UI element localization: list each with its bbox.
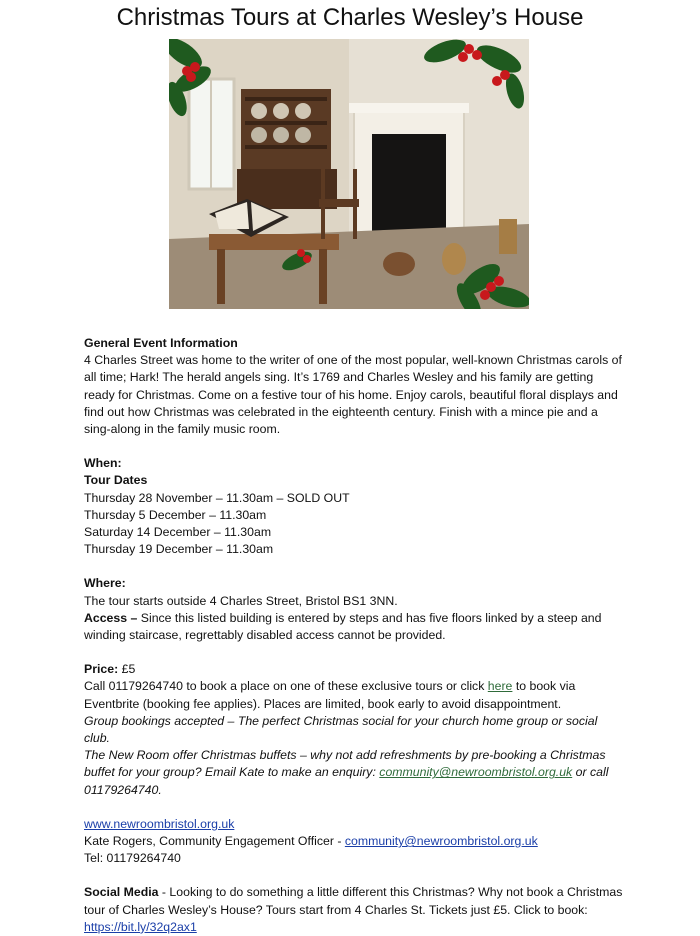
contact-name: Kate Rogers, Community Engagement Officer - xyxy=(84,834,345,849)
booking-paragraph xyxy=(84,678,624,712)
social-paragraph xyxy=(84,884,624,936)
social-label: Social Media xyxy=(84,885,159,900)
buffet-label: The New Room offer Christmas buffets – xyxy=(84,748,311,763)
contact-tel: Tel: 01179264740 xyxy=(84,851,181,866)
room-illustration xyxy=(169,39,529,309)
contact-email-link[interactable]: community@newroombristol.org.uk xyxy=(344,834,538,849)
general-heading: General Event Information xyxy=(84,336,238,350)
buffet-call: or call 01179264740. xyxy=(84,765,609,797)
event-details xyxy=(84,335,624,936)
contact-line xyxy=(84,833,624,850)
access-text: Since this listed building is entered by steps and has five floors linked by a steep and winding staircase, regrettably disabled access cannot be provided. xyxy=(84,610,602,643)
tour-date: Thursday 28 November – 11.30am – SOLD OUT xyxy=(84,490,350,505)
general-body: 4 Charles Street was home to the writer of one of the most popular, well-known Christmas carols of all time; Hark! The herald angels sing. It’s 1769 and Charles Wesley and his family are getting ready for Christmas. Come on a festive tour of his home. Enjoy carols, beautiful floral displays and find out how Christmas was celebrated in the eighteenth century. Finish with a mince pie and a sing-along in the family music room. xyxy=(84,353,622,437)
group-label: Group bookings accepted – xyxy=(84,713,238,728)
tour-date: Thursday 19 December – 11.30am xyxy=(84,542,274,557)
where-line: The tour starts outside 4 Charles Street, Bristol BS1 3NN. xyxy=(84,593,398,608)
here-link[interactable]: here xyxy=(487,679,513,694)
access-label: Access – xyxy=(84,610,138,625)
booking-text: Call 01179264740 to book a place on one of these exclusive tours or click xyxy=(84,679,488,694)
price-line xyxy=(84,661,624,678)
price-heading: Price: xyxy=(84,662,119,677)
hero-photo xyxy=(169,39,529,309)
booking-text-end: to book via Eventbrite (booking fee applies). Places are limited, book early to avoid disappointment. xyxy=(84,679,576,711)
booking-short-link[interactable]: https://bit.ly/32q2ax1 xyxy=(84,919,197,934)
access-paragraph xyxy=(84,610,624,644)
buffet-text: why not add refreshments by pre-booking a Christmas buffet for your group? Email Kate to make an enquiry: xyxy=(84,748,606,780)
group-bookings xyxy=(84,713,624,747)
group-text: The perfect Christmas social for your church home group or social club. xyxy=(84,713,598,746)
buffet-paragraph xyxy=(84,747,624,799)
page-title: Christmas Tours at Charles Wesley’s House xyxy=(116,4,584,31)
buffet-email-link[interactable]: community@newroombristol.org.uk xyxy=(379,765,573,780)
when-heading: When: xyxy=(84,456,122,471)
tour-date: Thursday 5 December – 11.30am xyxy=(84,507,267,522)
website-link[interactable]: www.newroombristol.org.uk xyxy=(84,816,235,831)
where-heading: Where: xyxy=(84,576,126,591)
tour-date: Saturday 14 December – 11.30am xyxy=(84,525,272,540)
price-value: £5 xyxy=(118,662,136,677)
social-text: - Looking to do something a little different this Christmas? Why not book a Christmas tour of Charles Wesley’s House? Tours start from 4 Charles St. Tickets just £5. Click to book: xyxy=(84,885,623,917)
tour-dates-heading: Tour Dates xyxy=(84,473,148,488)
